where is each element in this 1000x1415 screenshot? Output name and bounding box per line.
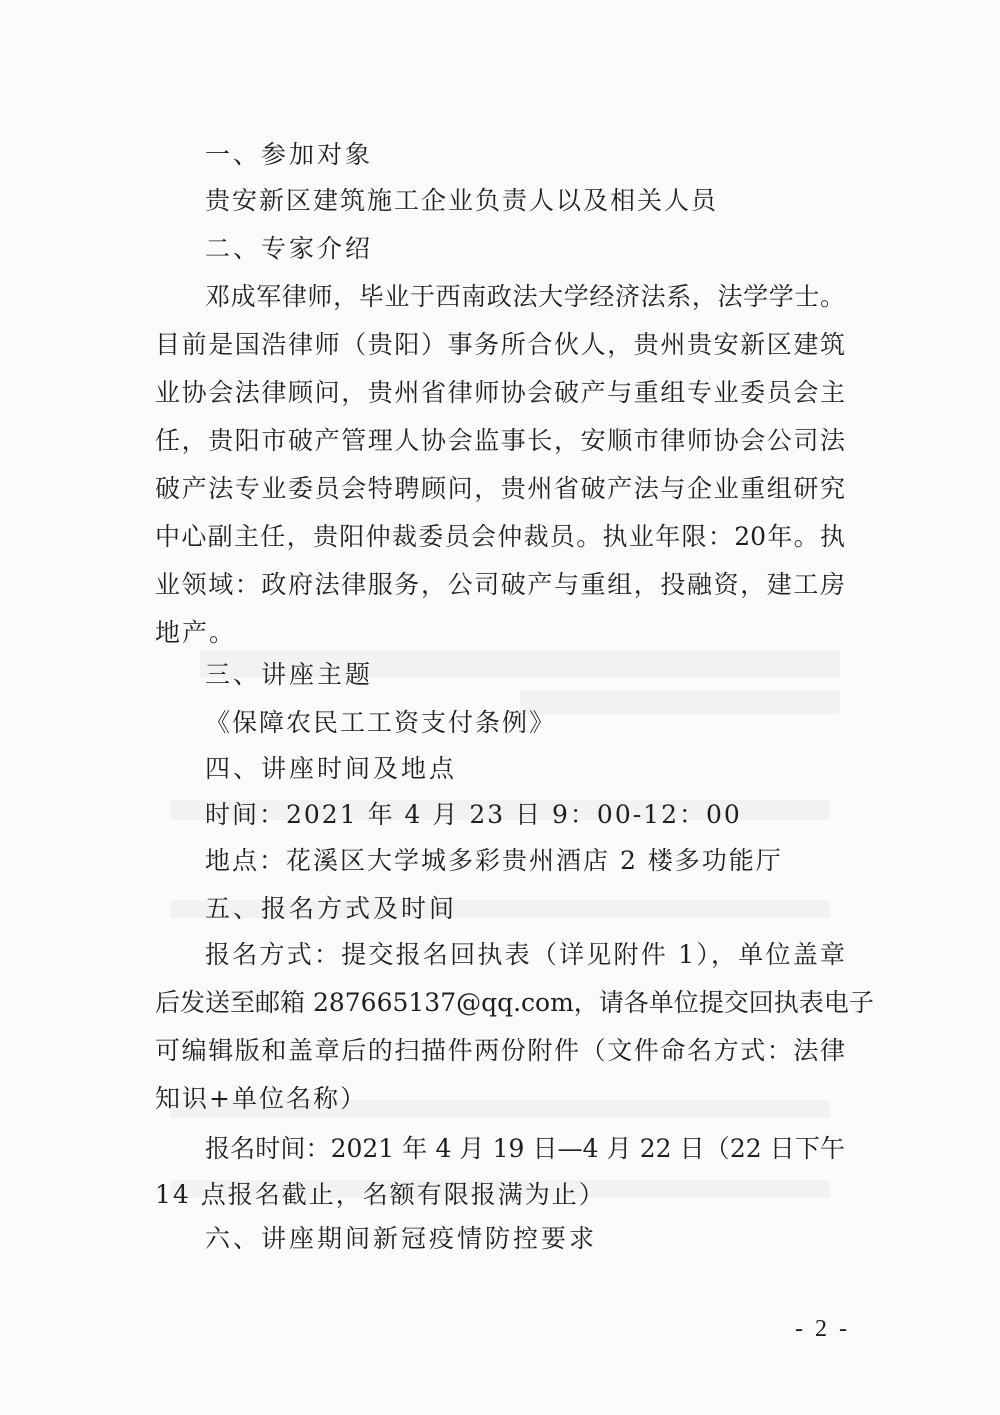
expert-text-line: 中心副主任，贵阳仲裁委员会仲裁员。执业年限：20年。执 xyxy=(155,522,845,551)
registration-time-line: 报名时间：2021 年 4 月 19 日—4 月 22 日（22 日下午 xyxy=(205,1134,845,1163)
expert-text-line: 地产。 xyxy=(155,618,237,647)
section-heading-expert: 二、专家介绍 xyxy=(205,234,374,263)
section-heading-participants: 一、参加对象 xyxy=(205,140,374,169)
section-heading-topic: 三、讲座主题 xyxy=(205,660,374,689)
registration-method-line: 后发送至邮箱 287665137@qq.com，请各单位提交回执表电子 xyxy=(155,988,874,1017)
registration-method-line: 知识+单位名称） xyxy=(155,1084,367,1113)
registration-time-line: 14 点报名截止，名额有限报满为止） xyxy=(155,1180,606,1209)
registration-method-line: 可编辑版和盖章后的扫描件两份附件（文件命名方式：法律 xyxy=(155,1036,845,1065)
scan-showthrough xyxy=(520,690,840,714)
lecture-place: 地点：花溪区大学城多彩贵州酒店 2 楼多功能厅 xyxy=(205,846,783,875)
page-number: - 2 - xyxy=(795,1316,850,1342)
registration-method-line: 报名方式：提交报名回执表（详见附件 1），单位盖章 xyxy=(205,940,845,969)
expert-text-line: 邓成军律师，毕业于西南政法大学经济法系，法学学士。 xyxy=(205,282,845,311)
expert-text-line: 目前是国浩律师（贵阳）事务所合伙人，贵州贵安新区建筑 xyxy=(155,330,845,359)
expert-text-line: 破产法专业委员会特聘顾问，贵州省破产法与企业重组研究 xyxy=(155,474,845,503)
section-heading-time-place: 四、讲座时间及地点 xyxy=(205,754,458,783)
topic-text: 《保障农民工工资支付条例》 xyxy=(205,708,557,737)
expert-text-line: 业领域：政府法律服务，公司破产与重组，投融资，建工房 xyxy=(155,570,845,599)
expert-text-line: 任，贵阳市破产管理人协会监事长，安顺市律师协会公司法 xyxy=(155,426,845,455)
section-heading-covid: 六、讲座期间新冠疫情防控要求 xyxy=(205,1224,598,1253)
expert-text-line: 业协会法律顾问，贵州省律师协会破产与重组专业委员会主 xyxy=(155,378,845,407)
participants-text: 贵安新区建筑施工企业负责人以及相关人员 xyxy=(205,186,719,215)
section-heading-registration: 五、报名方式及时间 xyxy=(205,894,458,923)
lecture-time: 时间：2021 年 4 月 23 日 9：00-12：00 xyxy=(205,800,742,829)
